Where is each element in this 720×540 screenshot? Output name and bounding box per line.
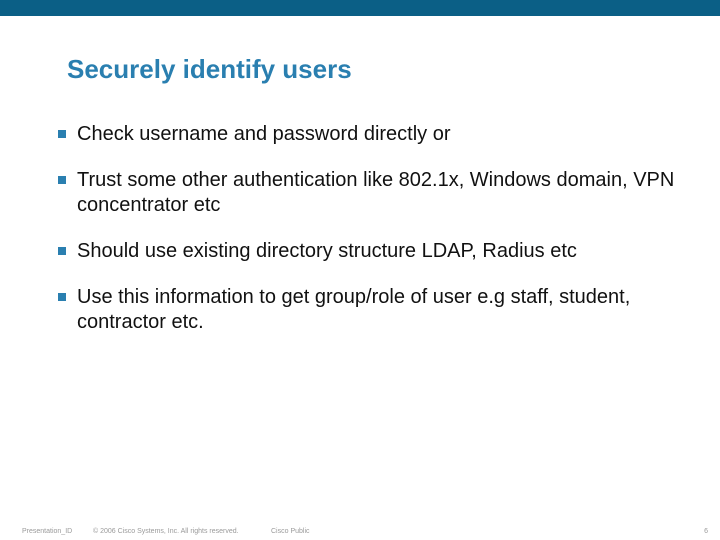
square-bullet-icon (58, 176, 66, 184)
bullet-text: Trust some other authentication like 802.1x, Windows domain, VPN concentrator etc (77, 169, 675, 216)
bullet-item (58, 285, 698, 335)
presentation-id: Presentation_ID (22, 528, 73, 535)
square-bullet-icon (58, 293, 66, 301)
square-bullet-icon (58, 247, 66, 255)
copyright-text: © 2006 Cisco Systems, Inc. All rights reserved. (93, 528, 239, 535)
square-bullet-icon (58, 130, 66, 138)
slide-title: Securely identify users (67, 54, 352, 84)
bullet-text: Use this information to get group/role of user e.g staff, student, contractor etc. (77, 286, 631, 333)
bullet-item (58, 239, 698, 264)
bullet-text: Check username and password directly or (77, 123, 451, 145)
bullet-text: Should use existing directory structure LDAP, Radius etc (77, 240, 577, 262)
classification-text: Cisco Public (271, 528, 310, 535)
slide-footer (0, 528, 720, 540)
page-number: 6 (704, 528, 708, 535)
bullet-list (58, 122, 698, 356)
bullet-item (58, 168, 698, 218)
top-header-bar (0, 0, 720, 16)
bullet-item (58, 122, 698, 147)
